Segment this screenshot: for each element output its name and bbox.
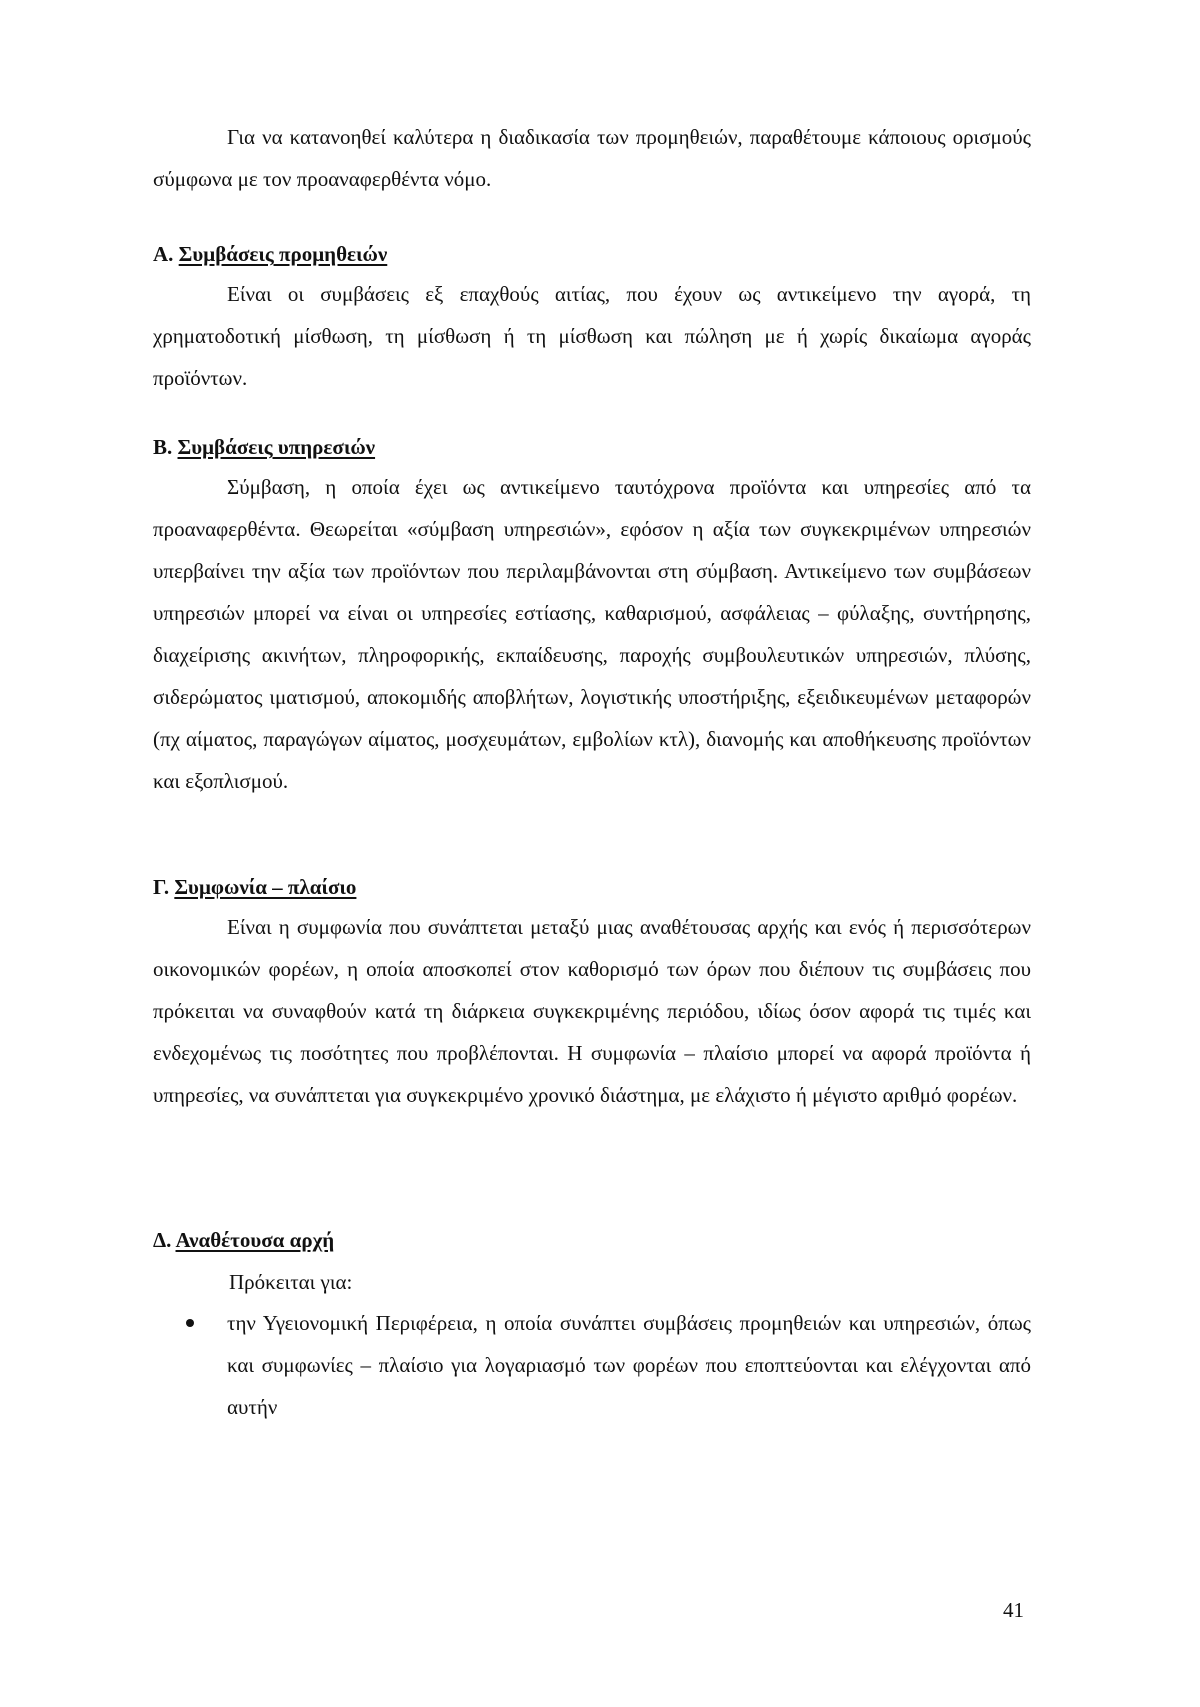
bullet-text: την Υγειονομική Περιφέρεια, η οποία συνάπτει συμβάσεις προμηθειών και υπηρεσιών, όπως και συμφωνίες – πλαίσιο για λογαριασμό των φορέων που εποπτεύονται και ελέγχονται από αυτήν [227, 1311, 1031, 1419]
section-b-title: Συμβάσεις υπηρεσιών [177, 435, 376, 459]
section-b-marker: Β. [153, 435, 173, 459]
section-a-title: Συμβάσεις προμηθειών [178, 242, 388, 266]
section-d-lead: Πρόκειται για: [229, 1270, 353, 1294]
section-d-marker: Δ. [153, 1228, 172, 1252]
page-number: 41 [1003, 1598, 1024, 1622]
section-a-paragraph: Είναι οι συμβάσεις εξ επαχθούς αιτίας, που έχουν ως αντικείμενο την αγορά, τη χρηματοδοτική μίσθωση, τη μίσθωση ή τη μίσθωση και πώληση με ή χωρίς δικαίωμα αγοράς προϊόντων. [153, 282, 1031, 390]
section-d-title: Αναθέτουσα αρχή [175, 1228, 335, 1252]
section-c-title: Συμφωνία – πλαίσιο [174, 875, 357, 899]
bullet-icon [186, 1319, 194, 1327]
section-a-heading [153, 233, 387, 275]
section-d-heading [153, 1219, 334, 1261]
section-b-paragraph: Σύμβαση, η οποία έχει ως αντικείμενο ταυτόχρονα προϊόντα και υπηρεσίες από τα προαναφερθέντα. Θεωρείται «σύμβαση υπηρεσιών», εφόσον η αξία των συγκεκριμένων υπηρεσιών υπερβαίνει την αξία των προϊόντων που περιλαμβάνονται στη σύμβαση. Αντικείμενο των συμβάσεων υπηρεσιών μπορεί να είναι οι υπηρεσίες εστίασης, καθαρισμού, ασφάλειας – φύλαξης, συντήρησης, διαχείρισης ακινήτων, πληροφορικής, εκπαίδευσης, παροχής συμβουλευτικών υπηρεσιών, πλύσης, σιδερώματος ιματισμού, αποκομιδής αποβλήτων, λογιστικής υποστήριξης, εξειδικευμένων μεταφορών (πχ αίματος, παραγώγων αίματος, μοσχευμάτων, εμβολίων κτλ), διανομής και αποθήκευσης προϊόντων και εξοπλισμού. [153, 475, 1031, 793]
section-b-heading [153, 426, 375, 468]
section-c-heading [153, 866, 356, 908]
intro-paragraph: Για να κατανοηθεί καλύτερα η διαδικασία των προμηθειών, παραθέτουμε κάποιους ορισμούς σύμφωνα με τον προαναφερθέντα νόμο. [153, 125, 1031, 191]
section-a-marker: Α. [153, 242, 174, 266]
section-c-marker: Γ. [153, 875, 170, 899]
section-c-paragraph: Είναι η συμφωνία που συνάπτεται μεταξύ μιας αναθέτουσας αρχής και ενός ή περισσότερων οικονομικών φορέων, η οποία αποσκοπεί στον καθορισμό των όρων που διέπουν τις συμβάσεις που πρόκειται να συναφθούν κατά τη διάρκεια συγκεκριμένης περιόδου, ιδίως όσον αφορά τις τιμές και ενδεχομένως τις ποσότητες που προβλέπονται. Η συμφωνία – πλαίσιο μπορεί να αφορά προϊόντα ή υπηρεσίες, να συνάπτεται για συγκεκριμένο χρονικό διάστημα, με ελάχιστο ή μέγιστο αριθμό φορέων. [153, 915, 1031, 1107]
